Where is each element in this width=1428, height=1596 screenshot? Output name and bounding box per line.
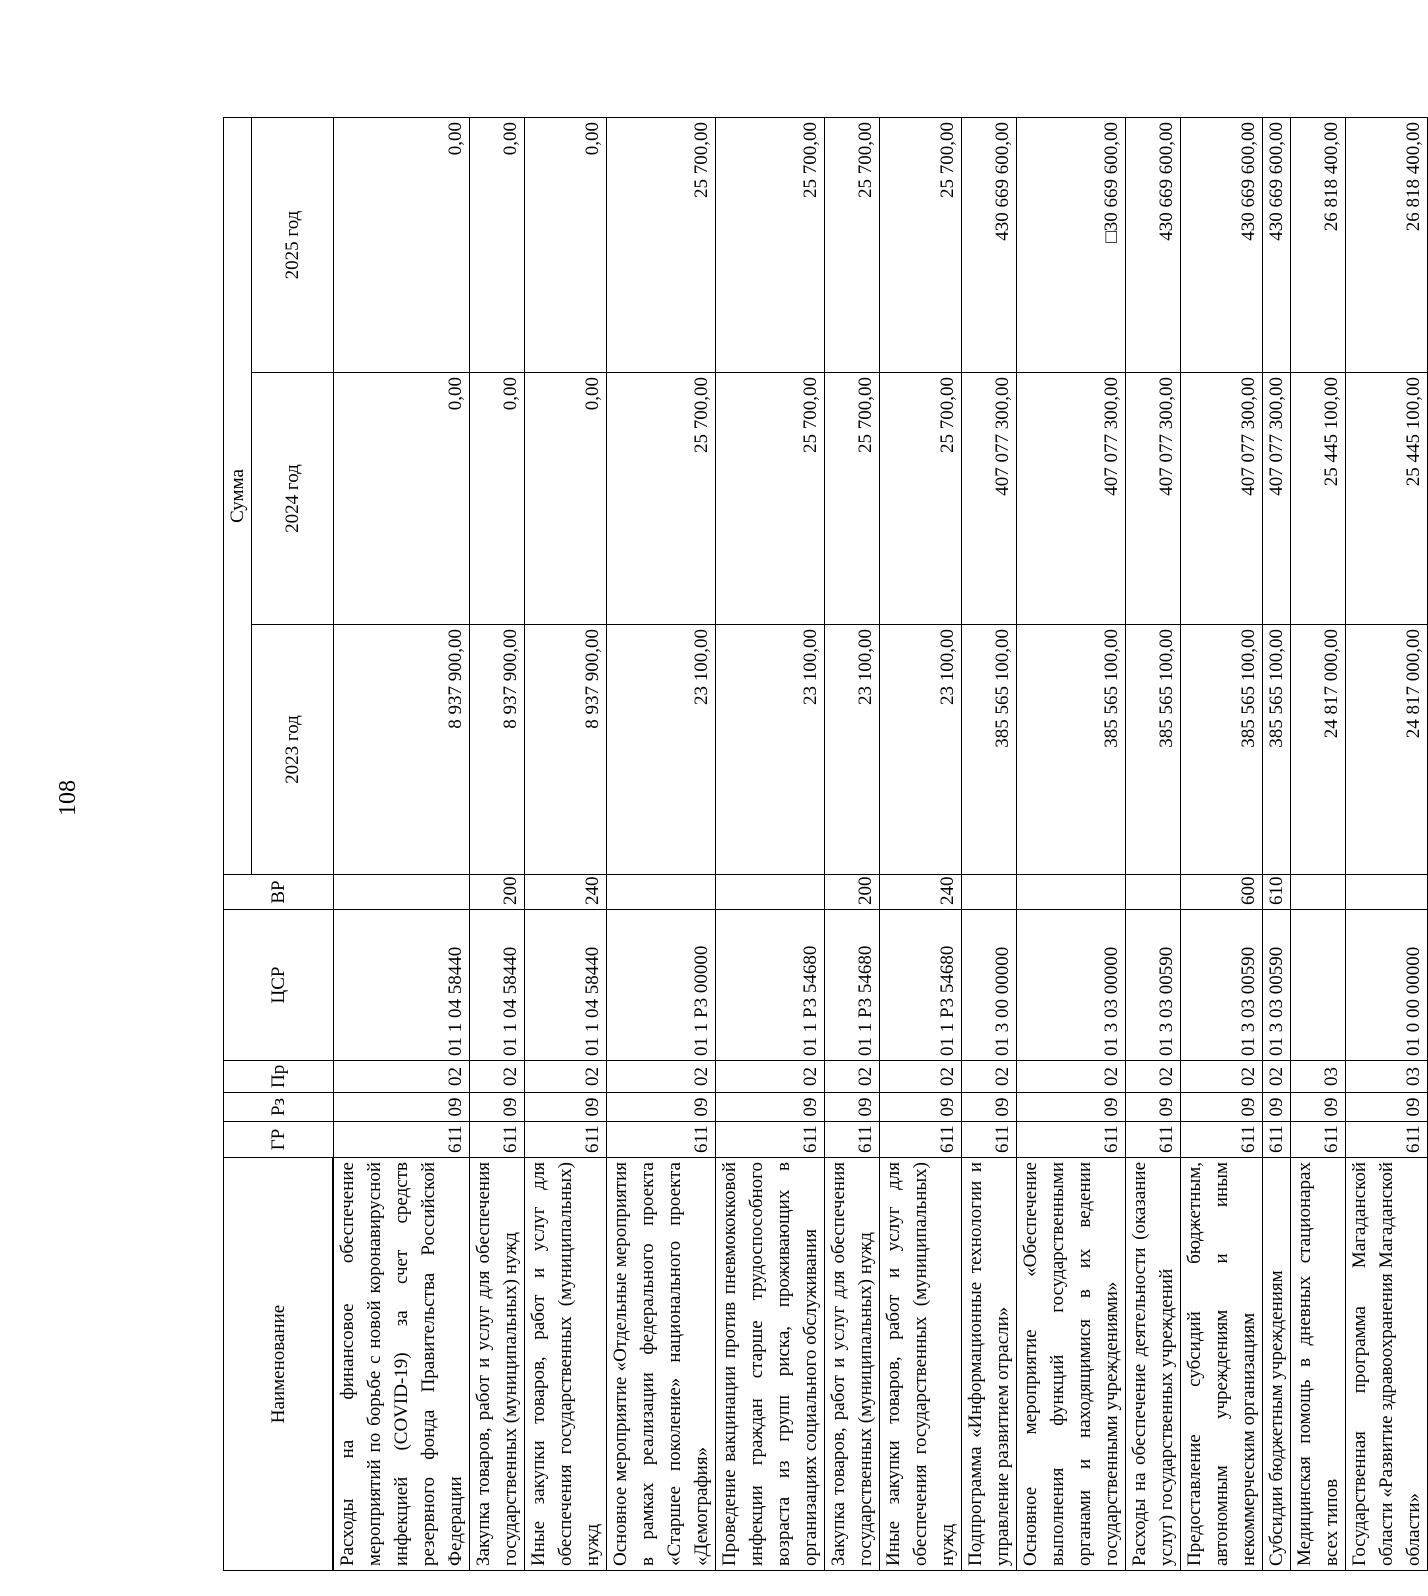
row-amount-2023: 23 100,00 [879, 624, 961, 874]
row-csr: 01 0 00 00000 [1345, 909, 1427, 1060]
row-amount-2025: 0,00 [333, 117, 469, 372]
row-vr [961, 874, 1016, 909]
row-rz: 09 [1345, 1092, 1427, 1121]
row-name: Предоставление субсидий бюджетным, автономным учреждениям и иным некоммерческим организациям [1180, 1157, 1262, 1570]
row-pr: 03 [1290, 1060, 1345, 1092]
row-amount-2023: 8 937 900,00 [469, 624, 524, 874]
header-gr: ГР [223, 1121, 333, 1157]
budget-table [223, 117, 1428, 1571]
row-vr: 600 [1180, 874, 1262, 909]
row-name: Расходы на обеспечение деятельности (оказание услуг) государственных учреждений [1125, 1157, 1180, 1570]
row-pr: 02 [824, 1060, 879, 1092]
row-pr: 02 [879, 1060, 961, 1092]
header-csr: ЦСР [223, 909, 333, 1060]
row-gr: 611 [469, 1121, 524, 1157]
table-row [1345, 117, 1427, 1570]
row-amount-2023: 385 565 100,00 [1180, 624, 1262, 874]
row-rz: 09 [1125, 1092, 1180, 1121]
table-row [469, 117, 524, 1570]
row-pr: 02 [961, 1060, 1016, 1092]
row-gr: 611 [1125, 1121, 1180, 1157]
row-pr: 02 [524, 1060, 606, 1092]
row-amount-2024: 25 700,00 [879, 372, 961, 624]
row-gr: 611 [961, 1121, 1016, 1157]
row-rz: 09 [333, 1092, 469, 1121]
row-vr: 200 [469, 874, 524, 909]
row-vr [1345, 874, 1427, 909]
row-amount-2023: 8 937 900,00 [333, 624, 469, 874]
table-row [961, 117, 1016, 1570]
header-year-2023: 2023 год [251, 624, 333, 874]
row-pr: 02 [469, 1060, 524, 1092]
row-name: Закупка товаров, работ и услуг для обеспечения государственных (муниципальных) нужд [824, 1157, 879, 1570]
row-amount-2024: 407 077 300,00 [1125, 372, 1180, 624]
row-vr: 240 [524, 874, 606, 909]
row-amount-2024: 407 077 300,00 [1016, 372, 1125, 624]
table-row [1016, 117, 1125, 1570]
header-vr: ВР [223, 874, 333, 909]
row-name: Основное мероприятие «Обеспечение выполнения функций государственными органами и находящимися в их ведении государственными учреждениями» [1016, 1157, 1125, 1570]
row-amount-2025: 26 818 400,00 [1290, 117, 1345, 372]
row-vr [1016, 874, 1125, 909]
row-csr: 01 1 P3 54680 [879, 909, 961, 1060]
table-body [333, 117, 1427, 1570]
row-amount-2023: 23 100,00 [824, 624, 879, 874]
row-amount-2023: 385 565 100,00 [961, 624, 1016, 874]
row-amount-2023: 24 817 000,00 [1345, 624, 1427, 874]
row-csr: 01 1 P3 00000 [606, 909, 715, 1060]
row-amount-2025: 0,00 [469, 117, 524, 372]
row-name: Государственная программа Магаданской области «Развитие здравоохранения Магаданской области» [1345, 1157, 1427, 1570]
row-gr: 611 [606, 1121, 715, 1157]
row-amount-2025: 25 700,00 [824, 117, 879, 372]
row-rz: 09 [1016, 1092, 1125, 1121]
row-name: Проведение вакцинации против пневмококковой инфекции граждан старше трудоспособного возраста из групп риска, проживающих в организациях социального обслуживания [715, 1157, 824, 1570]
row-name: Иные закупки товаров, работ и услуг для обеспечения государственных (муниципальных) нужд [524, 1157, 606, 1570]
row-rz: 09 [469, 1092, 524, 1121]
row-gr: 611 [1016, 1121, 1125, 1157]
row-name: Расходы на финансовое обеспечение мероприятий по борьбе с новой коронавирусной инфекцией (COVID-19) за счет средств резервного фонда Правительства Российской Федерации [333, 1157, 469, 1570]
row-pr: 02 [1180, 1060, 1262, 1092]
row-amount-2025: 0,00 [524, 117, 606, 372]
row-amount-2024: 25 445 100,00 [1345, 372, 1427, 624]
row-amount-2024: 407 077 300,00 [1180, 372, 1262, 624]
row-gr: 611 [1180, 1121, 1262, 1157]
table-row [606, 117, 715, 1570]
row-csr: 01 1 04 58440 [469, 909, 524, 1060]
row-vr [606, 874, 715, 909]
row-pr: 02 [1125, 1060, 1180, 1092]
rotated-table-container [223, 118, 1424, 1571]
row-amount-2024: 25 445 100,00 [1290, 372, 1345, 624]
row-vr: 240 [879, 874, 961, 909]
row-csr: 01 1 P3 54680 [715, 909, 824, 1060]
row-amount-2023: 385 565 100,00 [1262, 624, 1290, 874]
row-rz: 09 [824, 1092, 879, 1121]
page-number: 108 [55, 780, 81, 816]
row-pr: 02 [606, 1060, 715, 1092]
row-name: Субсидии бюджетным учреждениям [1262, 1157, 1290, 1570]
table-row [824, 117, 879, 1570]
row-amount-2024: 0,00 [469, 372, 524, 624]
row-pr: 02 [715, 1060, 824, 1092]
row-name: Медицинская помощь в дневных стационарах всех типов [1290, 1157, 1345, 1570]
row-amount-2024: 0,00 [524, 372, 606, 624]
row-gr: 611 [1262, 1121, 1290, 1157]
row-amount-2024: 407 077 300,00 [961, 372, 1016, 624]
row-name: Подпрограмма «Информационные технологии и управление развитием отрасли» [961, 1157, 1016, 1570]
row-rz: 09 [1262, 1092, 1290, 1121]
row-amount-2025: 26 818 400,00 [1345, 117, 1427, 372]
row-rz: 09 [524, 1092, 606, 1121]
row-vr: 200 [824, 874, 879, 909]
row-amount-2024: 0,00 [333, 372, 469, 624]
table-row [715, 117, 824, 1570]
header-rz: Рз [223, 1092, 333, 1121]
row-vr: 610 [1262, 874, 1290, 909]
row-amount-2024: 25 700,00 [606, 372, 715, 624]
row-amount-2023: 23 100,00 [715, 624, 824, 874]
row-amount-2025: 25 700,00 [715, 117, 824, 372]
row-csr: 01 1 04 58440 [333, 909, 469, 1060]
row-name: Иные закупки товаров, работ и услуг для обеспечения государственных (муниципальных) нужд [879, 1157, 961, 1570]
row-amount-2025: □30 669 600,00 [1016, 117, 1125, 372]
row-gr: 611 [715, 1121, 824, 1157]
row-amount-2025: 430 669 600,00 [1180, 117, 1262, 372]
row-rz: 09 [1180, 1092, 1262, 1121]
row-vr [715, 874, 824, 909]
row-csr: 01 3 03 00590 [1262, 909, 1290, 1060]
row-vr [333, 874, 469, 909]
row-pr: 02 [1262, 1060, 1290, 1092]
table-row [879, 117, 961, 1570]
row-amount-2023: 385 565 100,00 [1125, 624, 1180, 874]
row-vr [1290, 874, 1345, 909]
row-name: Основное мероприятие «Отдельные мероприятия в рамках реализации федерального проекта «Старшее поколение» национального проекта «Демография» [606, 1157, 715, 1570]
header-pr: Пр [223, 1060, 333, 1092]
row-gr: 611 [333, 1121, 469, 1157]
row-amount-2023: 24 817 000,00 [1290, 624, 1345, 874]
row-amount-2023: 23 100,00 [606, 624, 715, 874]
row-rz: 09 [1290, 1092, 1345, 1121]
row-amount-2024: 407 077 300,00 [1262, 372, 1290, 624]
row-rz: 09 [961, 1092, 1016, 1121]
row-rz: 09 [879, 1092, 961, 1121]
row-csr [1290, 909, 1345, 1060]
row-amount-2023: 8 937 900,00 [524, 624, 606, 874]
row-vr [1125, 874, 1180, 909]
row-rz: 09 [715, 1092, 824, 1121]
table-row [1180, 117, 1262, 1570]
row-pr: 03 [1345, 1060, 1427, 1092]
row-amount-2024: 25 700,00 [824, 372, 879, 624]
header-year-2025: 2025 год [251, 117, 333, 372]
header-year-2024: 2024 год [251, 372, 333, 624]
row-csr: 01 3 00 00000 [961, 909, 1016, 1060]
header-sum: Сумма [223, 117, 251, 874]
row-csr: 01 3 03 00000 [1016, 909, 1125, 1060]
row-amount-2025: 25 700,00 [879, 117, 961, 372]
row-amount-2023: 385 565 100,00 [1016, 624, 1125, 874]
row-amount-2025: 430 669 600,00 [1262, 117, 1290, 372]
table-row [1290, 117, 1345, 1570]
row-gr: 611 [524, 1121, 606, 1157]
row-csr: 01 1 P3 54680 [824, 909, 879, 1060]
row-gr: 611 [824, 1121, 879, 1157]
table-row [524, 117, 606, 1570]
header-name: Наименование [223, 1157, 332, 1570]
row-gr: 611 [1345, 1121, 1427, 1157]
row-csr: 01 3 03 00590 [1180, 909, 1262, 1060]
row-gr: 611 [1290, 1121, 1345, 1157]
row-name: Закупка товаров, работ и услуг для обеспечения государственных (муниципальных) нужд [469, 1157, 524, 1570]
row-gr: 611 [879, 1121, 961, 1157]
table-row [333, 117, 469, 1570]
table-row [1125, 117, 1180, 1570]
row-pr: 02 [333, 1060, 469, 1092]
row-amount-2025: 430 669 600,00 [961, 117, 1016, 372]
row-amount-2025: 25 700,00 [606, 117, 715, 372]
row-amount-2025: 430 669 600,00 [1125, 117, 1180, 372]
row-amount-2024: 25 700,00 [715, 372, 824, 624]
table-row [1262, 117, 1290, 1570]
row-rz: 09 [606, 1092, 715, 1121]
row-csr: 01 3 03 00590 [1125, 909, 1180, 1060]
row-csr: 01 1 04 58440 [524, 909, 606, 1060]
row-pr: 02 [1016, 1060, 1125, 1092]
